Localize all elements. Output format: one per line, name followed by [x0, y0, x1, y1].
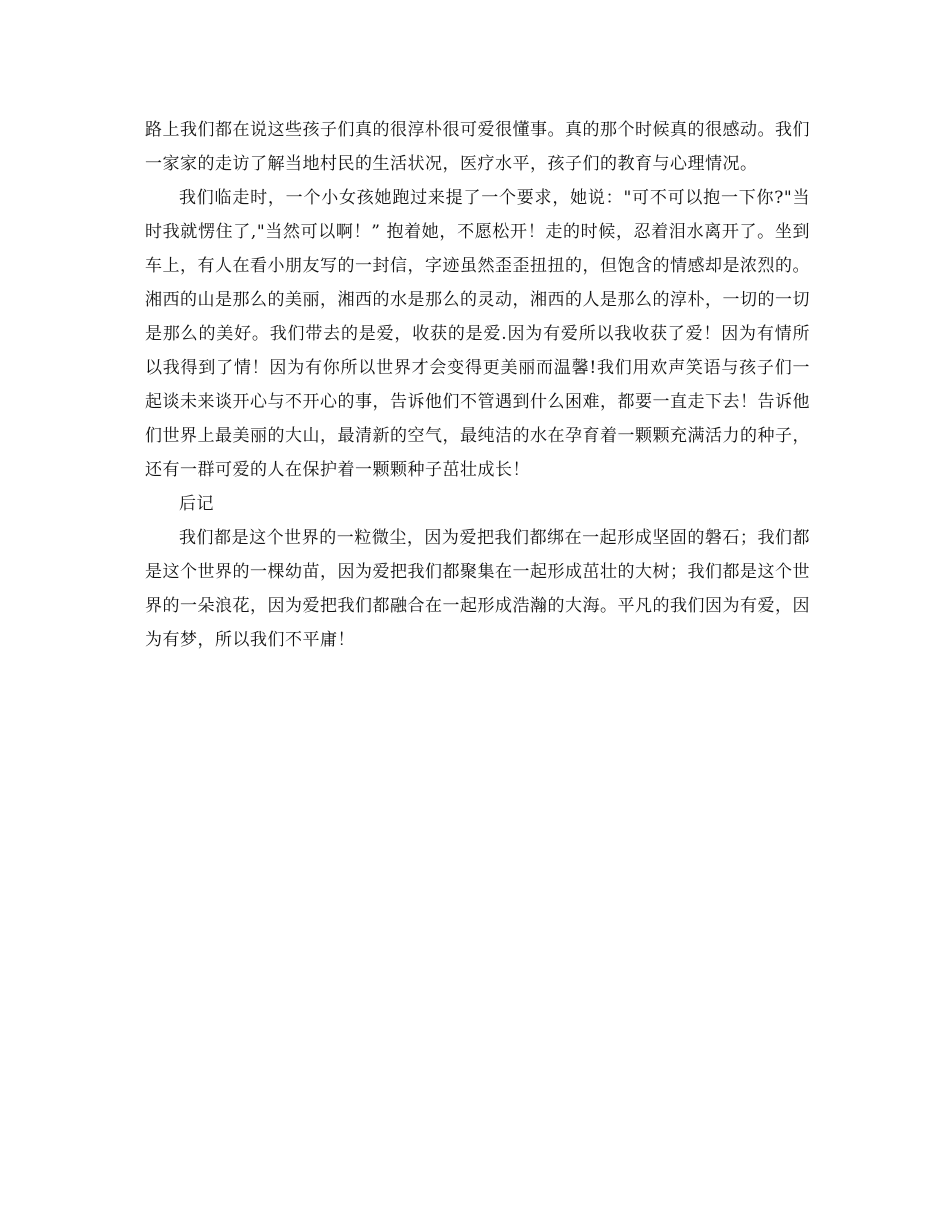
document-body	[145, 113, 810, 657]
paragraph-departure: 我们临走时，一个小女孩她跑过来提了一个要求，她说："可不可以抱一下你?"当时我就愣住了,"当然可以啊！” 抱着她，不愿松开！走的时候，忍着泪水离开了。坐到车上，有人在看小朋友写的一封信，字迹虽然歪歪扭扭的，但饱含的情感却是浓烈的。湘西的山是那么的美丽，湘西的水是那么的灵动，湘西的人是那么的淳朴，一切的一切是那么的美好。我们带去的是爱，收获的是爱.因为有爱所以我收获了爱！因为有情所以我得到了情！因为有你所以世界才会变得更美丽而温馨!我们用欢声笑语与孩子们一起谈未来谈开心与不开心的事，告诉他们不管遇到什么困难，都要一直走下去！告诉他们世界上最美丽的大山，最清新的空气，最纯洁的水在孕育着一颗颗充满活力的种子，还有一群可爱的人在保护着一颗颗种子茁壮成长！	[145, 188, 810, 480]
paragraph-postscript: 我们都是这个世界的一粒微尘，因为爱把我们都绑在一起形成坚固的磐石；我们都是这个世界的一棵幼苗，因为爱把我们都聚集在一起形成茁壮的大树；我们都是这个世界的一朵浪花，因为爱把我们都融合在一起形成浩瀚的大海。平凡的我们因为有爱，因为有梦，所以我们不平庸！	[145, 528, 810, 650]
paragraph-visit-continuation: 路上我们都在说这些孩子们真的很淳朴很可爱很懂事。真的那个时候真的很感动。我们一家家的走访了解当地村民的生活状况，医疗水平，孩子们的教育与心理情况。	[145, 120, 810, 174]
section-heading-postscript: 后记	[179, 494, 214, 514]
